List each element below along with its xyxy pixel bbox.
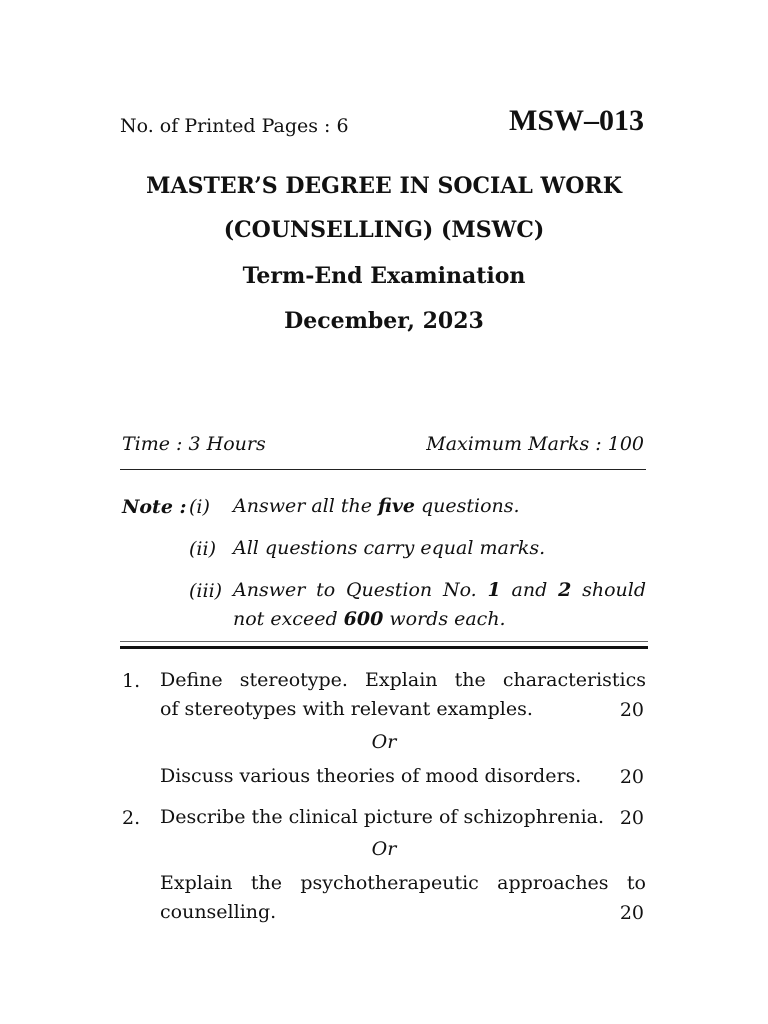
note-item-number: (ii): [189, 538, 216, 560]
question-text: Define stereotype. Explain the characteristics of stereotypes with relevant examples.: [160, 669, 646, 720]
question-number: 2.: [122, 807, 141, 829]
divider: [120, 646, 648, 649]
or-separator: Or: [371, 731, 397, 753]
question-marks: 20: [619, 902, 644, 924]
exam-date: December, 2023: [284, 308, 484, 334]
note-item: Answer all the five questions.: [233, 495, 520, 517]
degree-title: MASTER’S DEGREE IN SOCIAL WORK: [146, 173, 622, 199]
question-marks: 20: [619, 807, 644, 829]
course-code: MSW–013: [509, 104, 644, 137]
printed-pages: No. of Printed Pages : 6: [120, 115, 349, 137]
note-label: Note :: [122, 496, 187, 518]
question-text: Describe the clinical picture of schizophrenia.: [160, 806, 605, 828]
exam-title: Term-End Examination: [242, 263, 526, 289]
time-allowed: Time : 3 Hours: [122, 433, 266, 455]
divider: [120, 641, 648, 642]
note-item-number: (i): [189, 496, 210, 518]
or-separator: Or: [371, 838, 397, 860]
note-item-number: (iii): [189, 580, 223, 602]
maximum-marks: Maximum Marks : 100: [426, 433, 644, 455]
note-item: All questions carry equal marks.: [233, 537, 546, 559]
question-marks: 20: [619, 766, 644, 788]
question-marks: 20: [619, 699, 644, 721]
question-alternative: Explain the psychotherapeutic approaches to counselling.: [160, 872, 646, 923]
note-item: Answer to Question No. 1 and 2 should not exceed 600 words each.: [233, 579, 646, 630]
question-number: 1.: [122, 670, 141, 692]
question-alternative: Discuss various theories of mood disorders.: [160, 765, 582, 787]
programme-title: (COUNSELLING) (MSWC): [223, 217, 545, 243]
divider: [120, 469, 646, 470]
